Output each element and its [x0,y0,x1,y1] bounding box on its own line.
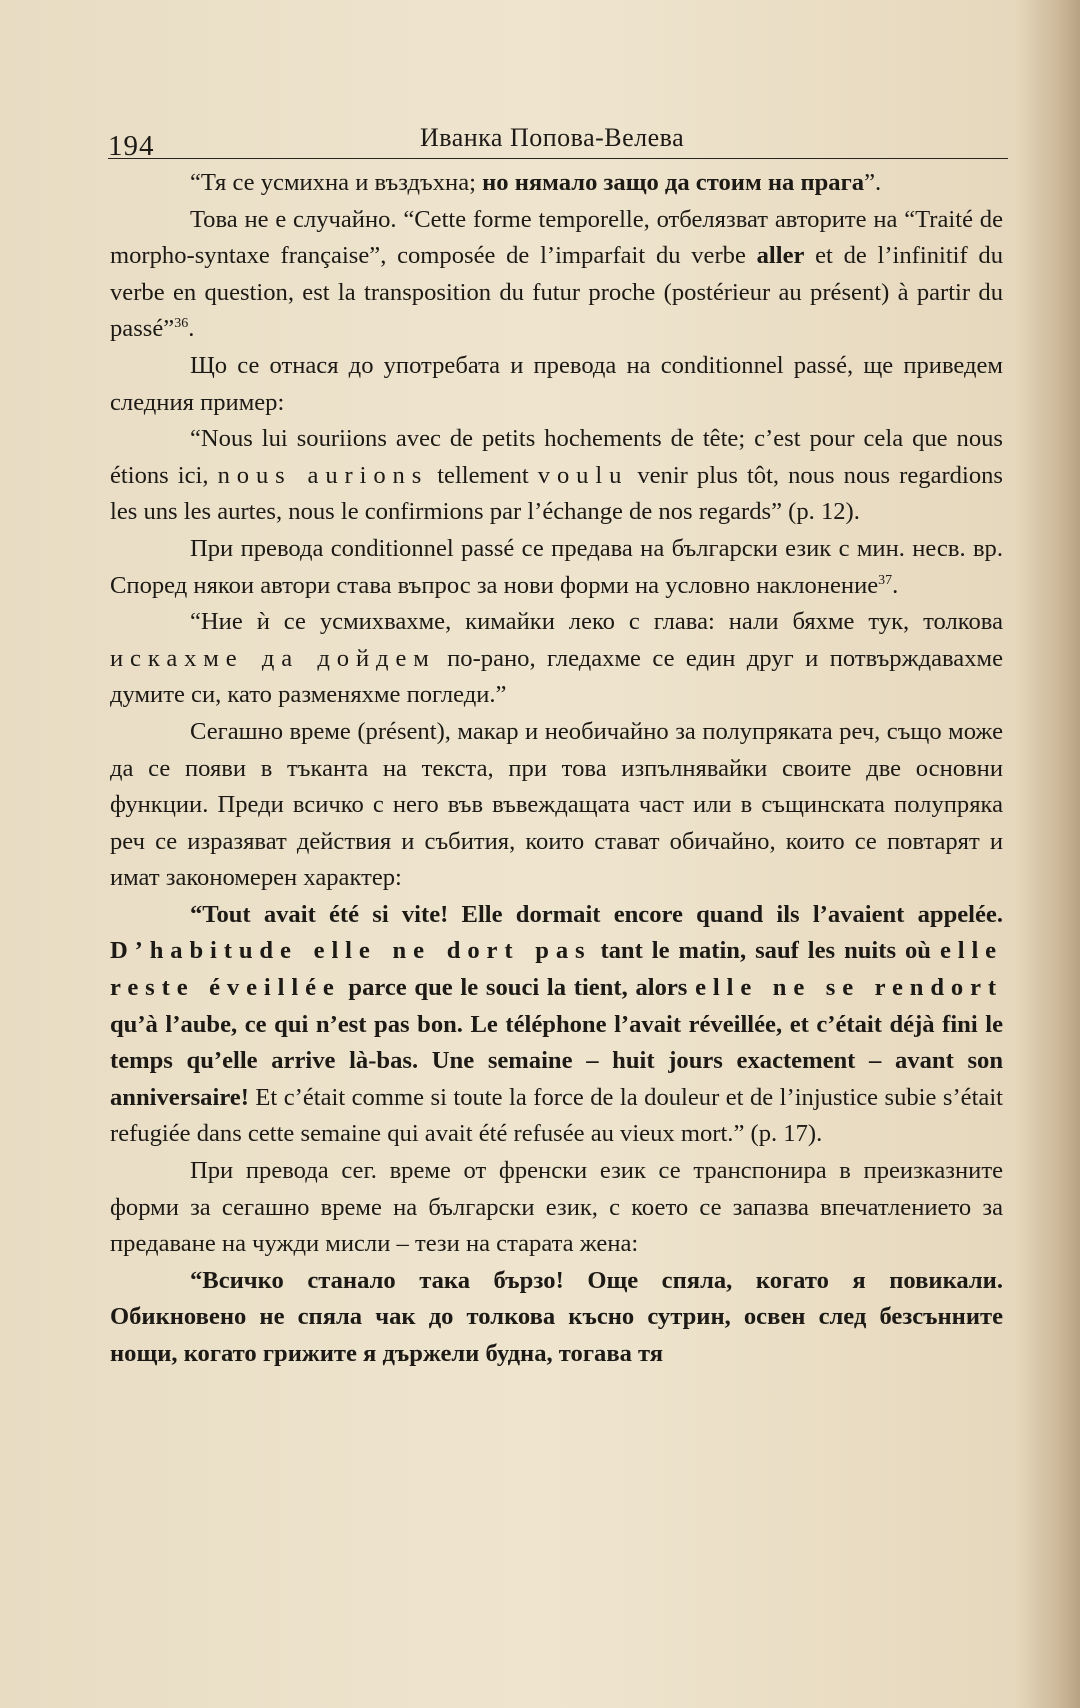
text-run: et de l’infinitif du verbe en question, est la transposition du futur proche (postérieur au présent) à partir du passé” [110,242,1004,343]
bold-spaced-run: D’habitude elle ne dort pas [110,937,592,965]
text-run: по-рано, гледахме се един друг и потвърждавахме думите си, като разменяхме погледи.” [110,644,1003,709]
paragraph-1 [110,165,1003,202]
page-number: 194 [108,130,155,162]
page-header [108,118,1008,162]
bold-spaced-run: elle ne se rendort [695,974,1004,1002]
paragraph-4 [110,421,1003,531]
bold-run: но нямало защо да стоим на прага [482,169,865,196]
text-run: “Nous lui souriions avec de petits hochements de tête; c’est pour cela que nous étions ici, [110,425,1003,489]
paragraph-8 [110,897,1003,1153]
bold-run: qu’à l’aube, ce qui n’est pas bon. Le téléphone l’avait réveillée, et c’était déjà fini le temps qu’elle arrive là-bas. Une semaine – huit jours exactement – avant son anniversaire! [110,1010,1003,1111]
footnote-marker: 36 [174,316,189,332]
paragraph-3: Що се отнася до употребата и превода на conditionnel passé, ще приведем следния пример: [110,351,1003,416]
paragraph-2 [110,202,1003,348]
paragraph-10: “Всичко станало така бързо! Още спяла, когато я повикали. Обикновено не спяла чак до толкова късно сутрин, освен след безсънните нощи, когато грижите я държели будна, тогава тя [110,1266,1003,1367]
text-run: . [892,571,899,599]
page-body [110,165,1003,1373]
bold-run: aller [756,242,805,270]
bold-run: parce que le souci la tient, alors [340,974,696,1002]
text-run: venir plus tôt, nous nous regardions les uns les aurtes, nous le confirmions par l’échange de nos regards” (p. 12). [110,461,1003,526]
footnote-marker: 37 [878,572,893,588]
text-run: “Ние ѝ се усмихвахме, кимайки леко с глава: нали бяхме тук, толкова [190,608,1003,636]
spaced-run: искахме да дойдем [110,644,436,672]
bold-spaced-run: elle reste éveillée [110,937,1003,1002]
text-run: Et c’était comme si toute la force de la douleur et de l’injustice subie s’était refugiée dans cette semaine qui avait été refusée au vieux mort.” (p. 17). [110,1083,1003,1148]
bold-run: “Tout avait été si vite! Elle dormait encore quand ils l’avaient appelée. [190,900,1003,928]
paragraph-9: При превода сег. време от френски език се транспонира в преизказните форми за сегашно време на български език, с което се запазва впечатлението за предаване на чужди мисли – тези на старата жена: [110,1157,1003,1258]
paragraph-7: Сегашно време (présent), макар и необичайно за полупряката реч, също може да се появи в тъканта на текста, при това изпълнявайки своите две основни функции. Преди всичко с него във въвеждащата част или в същинската полупряка реч се изразяват действия и събития, които стават обичайно, които се повтарят и имат закономерен характер: [110,717,1003,892]
text-run: tellement [428,461,538,489]
spaced-run: voulu [537,461,629,489]
text-run: ”. [864,169,882,196]
paragraph-6 [110,604,1003,714]
text-run: Това не е случайно. “Cette forme temporelle, отбелязват авторите на “Traité de morpho-syntaxe française”, composée de l’imparfait du verbe [110,205,1003,270]
bold-run: tant le matin, sauf les nuits où [591,937,940,965]
spaced-run: nous aurions [217,461,429,489]
text-run: При превода conditionnel passé се предава на български език с мин. несв. вр. Според някои автори става въпрос за нови форми на условно наклонение [110,534,1003,599]
running-title: Иванка Попова-Велева [420,123,685,152]
paragraph-5 [110,531,1003,604]
text-run: . [188,315,195,343]
text-run: “Тя се усмихна и въздъхна; [190,169,483,196]
